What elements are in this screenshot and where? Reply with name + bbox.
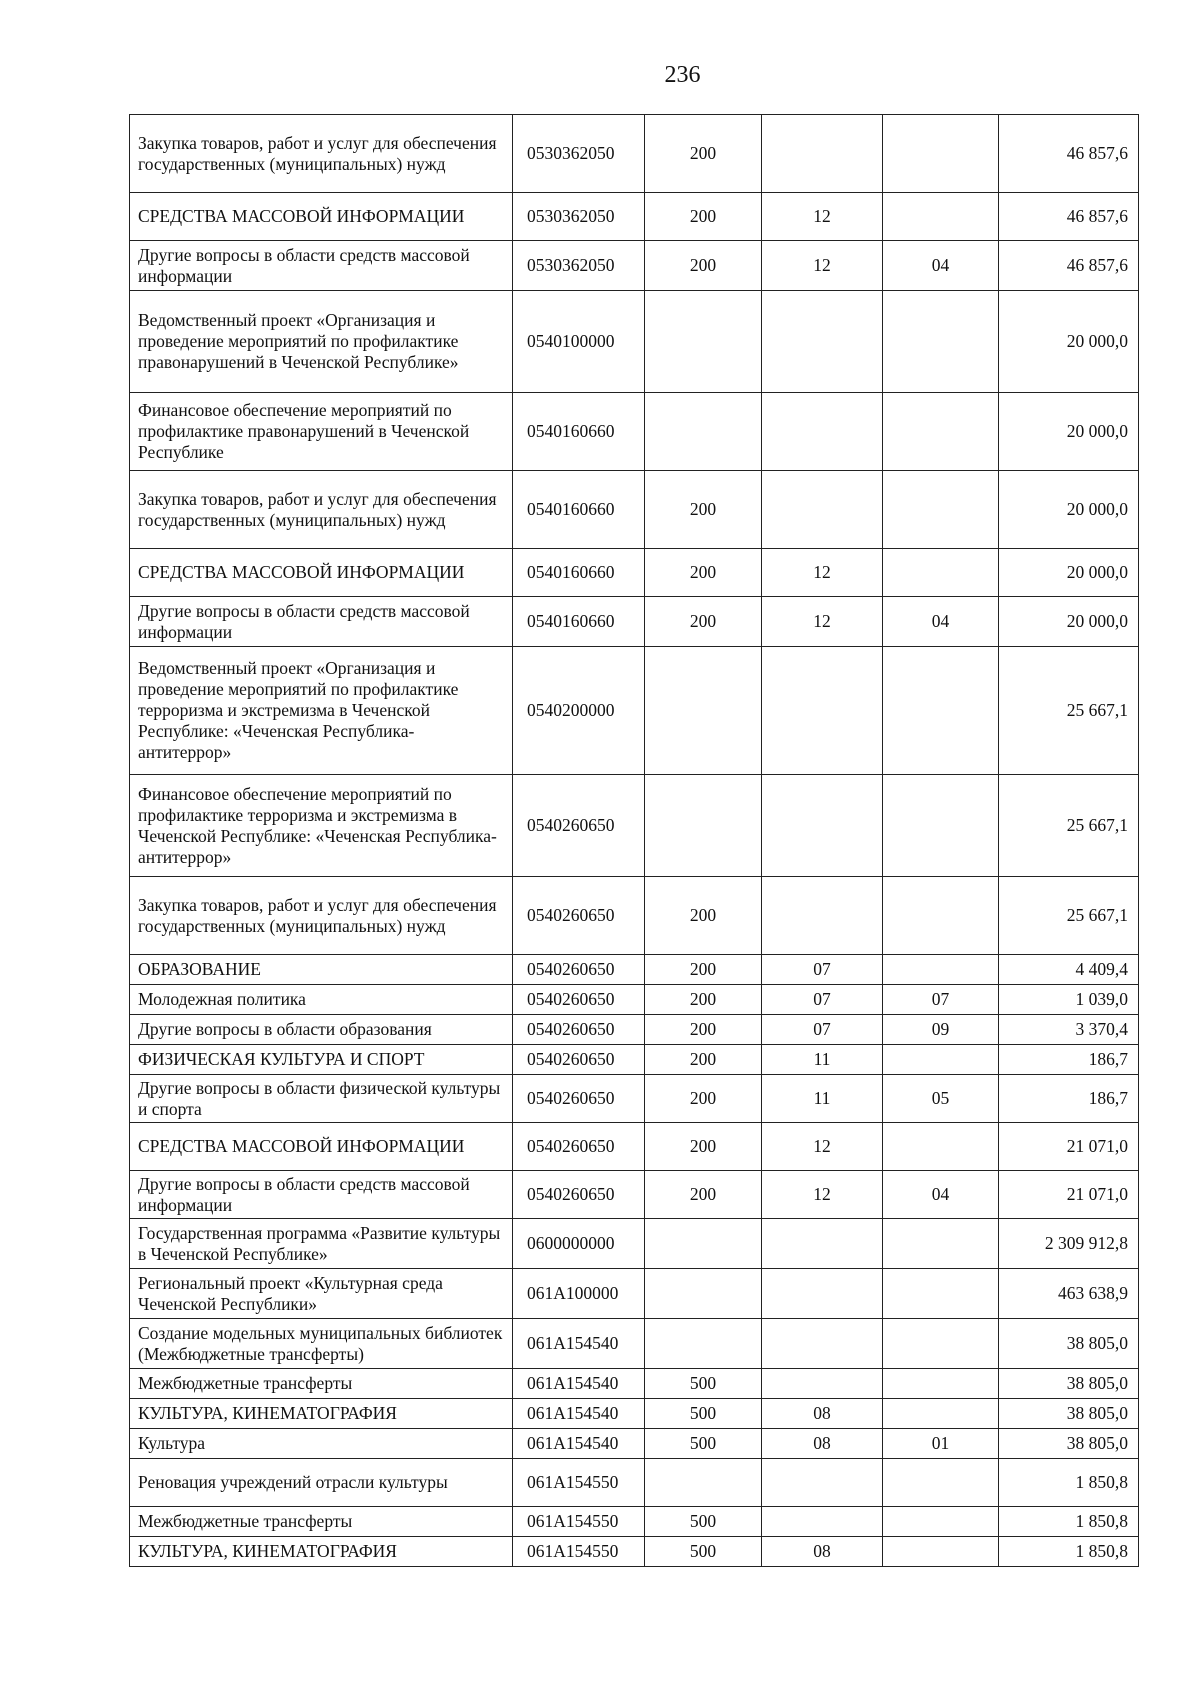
row-target-code: 0540200000 xyxy=(513,647,645,775)
table-row xyxy=(130,1123,1139,1171)
table-row xyxy=(130,877,1139,955)
row-expense-type xyxy=(645,291,762,393)
row-amount: 3 370,4 xyxy=(999,1015,1139,1045)
row-expense-type: 200 xyxy=(645,955,762,985)
table-row xyxy=(130,1269,1139,1319)
row-section xyxy=(762,393,883,471)
table-row xyxy=(130,1075,1139,1123)
row-expense-type: 200 xyxy=(645,241,762,291)
row-target-code: 0540160660 xyxy=(513,549,645,597)
row-section: 12 xyxy=(762,597,883,647)
row-expense-type: 200 xyxy=(645,115,762,193)
row-subsection: 04 xyxy=(883,1171,999,1219)
table-row xyxy=(130,1459,1139,1507)
row-expense-type: 200 xyxy=(645,1045,762,1075)
row-section: 11 xyxy=(762,1075,883,1123)
row-amount: 46 857,6 xyxy=(999,193,1139,241)
row-expense-type: 200 xyxy=(645,471,762,549)
row-target-code: 0600000000 xyxy=(513,1219,645,1269)
row-target-code: 061A100000 xyxy=(513,1269,645,1319)
row-section: 07 xyxy=(762,1015,883,1045)
table-row xyxy=(130,1319,1139,1369)
row-amount: 186,7 xyxy=(999,1075,1139,1123)
row-subsection: 05 xyxy=(883,1075,999,1123)
budget-table xyxy=(129,114,1139,1567)
row-target-code: 0540260650 xyxy=(513,1123,645,1171)
row-subsection xyxy=(883,1369,999,1399)
row-amount: 20 000,0 xyxy=(999,471,1139,549)
row-section xyxy=(762,1369,883,1399)
row-target-code: 061A154540 xyxy=(513,1319,645,1369)
row-target-code: 0540260650 xyxy=(513,1171,645,1219)
row-expense-type: 200 xyxy=(645,1123,762,1171)
row-target-code: 0530362050 xyxy=(513,193,645,241)
row-name: СРЕДСТВА МАССОВОЙ ИНФОРМАЦИИ xyxy=(130,193,513,241)
row-name: Ведомственный проект «Организация и проведение мероприятий по профилактике правонарушений в Чеченской Республике» xyxy=(130,291,513,393)
table-row xyxy=(130,193,1139,241)
row-section xyxy=(762,647,883,775)
row-section: 12 xyxy=(762,241,883,291)
row-expense-type xyxy=(645,775,762,877)
row-amount: 21 071,0 xyxy=(999,1123,1139,1171)
table-row xyxy=(130,1537,1139,1567)
row-amount: 1 039,0 xyxy=(999,985,1139,1015)
row-name: Создание модельных муниципальных библиотек (Межбюджетные трансферты) xyxy=(130,1319,513,1369)
row-subsection xyxy=(883,775,999,877)
row-expense-type xyxy=(645,1459,762,1507)
row-name: ОБРАЗОВАНИЕ xyxy=(130,955,513,985)
row-name: Межбюджетные трансферты xyxy=(130,1369,513,1399)
row-expense-type: 500 xyxy=(645,1537,762,1567)
row-amount: 25 667,1 xyxy=(999,775,1139,877)
table-row xyxy=(130,1507,1139,1537)
row-target-code: 061A154540 xyxy=(513,1399,645,1429)
row-target-code: 061A154540 xyxy=(513,1429,645,1459)
table-row xyxy=(130,1045,1139,1075)
row-name: Региональный проект «Культурная среда Чеченской Республики» xyxy=(130,1269,513,1319)
row-name: Ведомственный проект «Организация и проведение мероприятий по профилактике терроризма и экстремизма в Чеченской Республике: «Чеченская Республика-антитеррор» xyxy=(130,647,513,775)
row-section xyxy=(762,291,883,393)
row-target-code: 061A154540 xyxy=(513,1369,645,1399)
row-section xyxy=(762,1269,883,1319)
row-section: 07 xyxy=(762,985,883,1015)
table-row xyxy=(130,597,1139,647)
row-name: Другие вопросы в области средств массовой информации xyxy=(130,1171,513,1219)
row-expense-type xyxy=(645,1319,762,1369)
table-row xyxy=(130,1399,1139,1429)
row-name: Реновация учреждений отрасли культуры xyxy=(130,1459,513,1507)
row-section xyxy=(762,1507,883,1537)
row-expense-type: 200 xyxy=(645,985,762,1015)
table-row xyxy=(130,955,1139,985)
table-row xyxy=(130,549,1139,597)
row-section: 12 xyxy=(762,1123,883,1171)
row-subsection xyxy=(883,877,999,955)
row-subsection xyxy=(883,1459,999,1507)
row-section: 12 xyxy=(762,1171,883,1219)
row-section xyxy=(762,1319,883,1369)
row-subsection xyxy=(883,1269,999,1319)
row-subsection: 04 xyxy=(883,241,999,291)
row-subsection xyxy=(883,647,999,775)
row-subsection: 01 xyxy=(883,1429,999,1459)
row-name: Межбюджетные трансферты xyxy=(130,1507,513,1537)
row-subsection xyxy=(883,1537,999,1567)
row-expense-type: 500 xyxy=(645,1507,762,1537)
table-row xyxy=(130,1369,1139,1399)
row-subsection: 04 xyxy=(883,597,999,647)
row-expense-type: 200 xyxy=(645,1171,762,1219)
row-section xyxy=(762,471,883,549)
row-amount: 20 000,0 xyxy=(999,549,1139,597)
row-name: Молодежная политика xyxy=(130,985,513,1015)
row-section: 11 xyxy=(762,1045,883,1075)
row-expense-type: 200 xyxy=(645,597,762,647)
row-expense-type: 200 xyxy=(645,193,762,241)
row-expense-type xyxy=(645,647,762,775)
row-subsection xyxy=(883,291,999,393)
row-expense-type xyxy=(645,393,762,471)
table-row xyxy=(130,1171,1139,1219)
row-amount: 38 805,0 xyxy=(999,1319,1139,1369)
table-row xyxy=(130,393,1139,471)
row-target-code: 0540260650 xyxy=(513,1045,645,1075)
table-row xyxy=(130,471,1139,549)
row-subsection xyxy=(883,1319,999,1369)
row-target-code: 061A154550 xyxy=(513,1537,645,1567)
row-target-code: 0540260650 xyxy=(513,877,645,955)
page-number: 236 xyxy=(664,62,701,88)
row-name: СРЕДСТВА МАССОВОЙ ИНФОРМАЦИИ xyxy=(130,549,513,597)
row-name: Закупка товаров, работ и услуг для обеспечения государственных (муниципальных) нужд xyxy=(130,471,513,549)
row-expense-type: 500 xyxy=(645,1429,762,1459)
table-row xyxy=(130,1015,1139,1045)
row-amount: 20 000,0 xyxy=(999,597,1139,647)
row-section xyxy=(762,1219,883,1269)
row-target-code: 0540160660 xyxy=(513,471,645,549)
row-amount: 4 409,4 xyxy=(999,955,1139,985)
table-row xyxy=(130,291,1139,393)
row-section: 07 xyxy=(762,955,883,985)
row-name: Другие вопросы в области средств массовой информации xyxy=(130,597,513,647)
row-amount: 1 850,8 xyxy=(999,1507,1139,1537)
row-amount: 46 857,6 xyxy=(999,241,1139,291)
table-row xyxy=(130,985,1139,1015)
row-section: 08 xyxy=(762,1399,883,1429)
row-amount: 38 805,0 xyxy=(999,1369,1139,1399)
row-subsection xyxy=(883,1507,999,1537)
row-section: 08 xyxy=(762,1429,883,1459)
row-target-code: 0540160660 xyxy=(513,597,645,647)
table-row xyxy=(130,241,1139,291)
row-section xyxy=(762,115,883,193)
row-target-code: 0530362050 xyxy=(513,241,645,291)
row-name: Закупка товаров, работ и услуг для обеспечения государственных (муниципальных) нужд xyxy=(130,877,513,955)
row-amount: 20 000,0 xyxy=(999,291,1139,393)
row-target-code: 0540160660 xyxy=(513,393,645,471)
row-name: Другие вопросы в области средств массовой информации xyxy=(130,241,513,291)
row-name: КУЛЬТУРА, КИНЕМАТОГРАФИЯ xyxy=(130,1537,513,1567)
row-amount: 25 667,1 xyxy=(999,647,1139,775)
row-target-code: 061A154550 xyxy=(513,1459,645,1507)
row-name: Финансовое обеспечение мероприятий по профилактике правонарушений в Чеченской Республике xyxy=(130,393,513,471)
row-expense-type xyxy=(645,1219,762,1269)
row-name: Другие вопросы в области образования xyxy=(130,1015,513,1045)
row-target-code: 0540260650 xyxy=(513,985,645,1015)
row-name: СРЕДСТВА МАССОВОЙ ИНФОРМАЦИИ xyxy=(130,1123,513,1171)
row-amount: 186,7 xyxy=(999,1045,1139,1075)
table-row xyxy=(130,775,1139,877)
row-section: 08 xyxy=(762,1537,883,1567)
row-target-code: 0540260650 xyxy=(513,1075,645,1123)
row-name: Финансовое обеспечение мероприятий по профилактике терроризма и экстремизма в Чеченской Республике: «Чеченская Республика-антитеррор» xyxy=(130,775,513,877)
row-amount: 1 850,8 xyxy=(999,1459,1139,1507)
row-expense-type: 200 xyxy=(645,1075,762,1123)
row-section xyxy=(762,877,883,955)
row-name: Культура xyxy=(130,1429,513,1459)
table-row xyxy=(130,115,1139,193)
row-amount: 1 850,8 xyxy=(999,1537,1139,1567)
table-row xyxy=(130,647,1139,775)
table-row xyxy=(130,1219,1139,1269)
row-amount: 38 805,0 xyxy=(999,1429,1139,1459)
row-expense-type: 200 xyxy=(645,1015,762,1045)
row-amount: 20 000,0 xyxy=(999,393,1139,471)
row-expense-type xyxy=(645,1269,762,1319)
row-amount: 2 309 912,8 xyxy=(999,1219,1139,1269)
row-section xyxy=(762,775,883,877)
row-subsection xyxy=(883,1123,999,1171)
row-target-code: 0540260650 xyxy=(513,955,645,985)
row-amount: 46 857,6 xyxy=(999,115,1139,193)
row-subsection xyxy=(883,955,999,985)
row-amount: 21 071,0 xyxy=(999,1171,1139,1219)
row-name: ФИЗИЧЕСКАЯ КУЛЬТУРА И СПОРТ xyxy=(130,1045,513,1075)
row-name: Закупка товаров, работ и услуг для обеспечения государственных (муниципальных) нужд xyxy=(130,115,513,193)
row-subsection xyxy=(883,549,999,597)
row-section xyxy=(762,1459,883,1507)
row-section: 12 xyxy=(762,193,883,241)
row-section: 12 xyxy=(762,549,883,597)
row-expense-type: 200 xyxy=(645,877,762,955)
row-expense-type: 500 xyxy=(645,1369,762,1399)
row-subsection xyxy=(883,193,999,241)
row-subsection xyxy=(883,115,999,193)
table-row xyxy=(130,1429,1139,1459)
row-subsection xyxy=(883,1219,999,1269)
row-subsection xyxy=(883,471,999,549)
row-name: Государственная программа «Развитие культуры в Чеченской Республике» xyxy=(130,1219,513,1269)
row-amount: 463 638,9 xyxy=(999,1269,1139,1319)
row-target-code: 0540100000 xyxy=(513,291,645,393)
row-subsection xyxy=(883,1045,999,1075)
row-subsection: 09 xyxy=(883,1015,999,1045)
row-target-code: 0530362050 xyxy=(513,115,645,193)
row-amount: 25 667,1 xyxy=(999,877,1139,955)
row-name: КУЛЬТУРА, КИНЕМАТОГРАФИЯ xyxy=(130,1399,513,1429)
row-expense-type: 500 xyxy=(645,1399,762,1429)
row-amount: 38 805,0 xyxy=(999,1399,1139,1429)
row-subsection xyxy=(883,393,999,471)
row-target-code: 0540260650 xyxy=(513,775,645,877)
row-subsection xyxy=(883,1399,999,1429)
row-target-code: 061A154550 xyxy=(513,1507,645,1537)
row-expense-type: 200 xyxy=(645,549,762,597)
row-name: Другие вопросы в области физической культуры и спорта xyxy=(130,1075,513,1123)
row-target-code: 0540260650 xyxy=(513,1015,645,1045)
row-subsection: 07 xyxy=(883,985,999,1015)
